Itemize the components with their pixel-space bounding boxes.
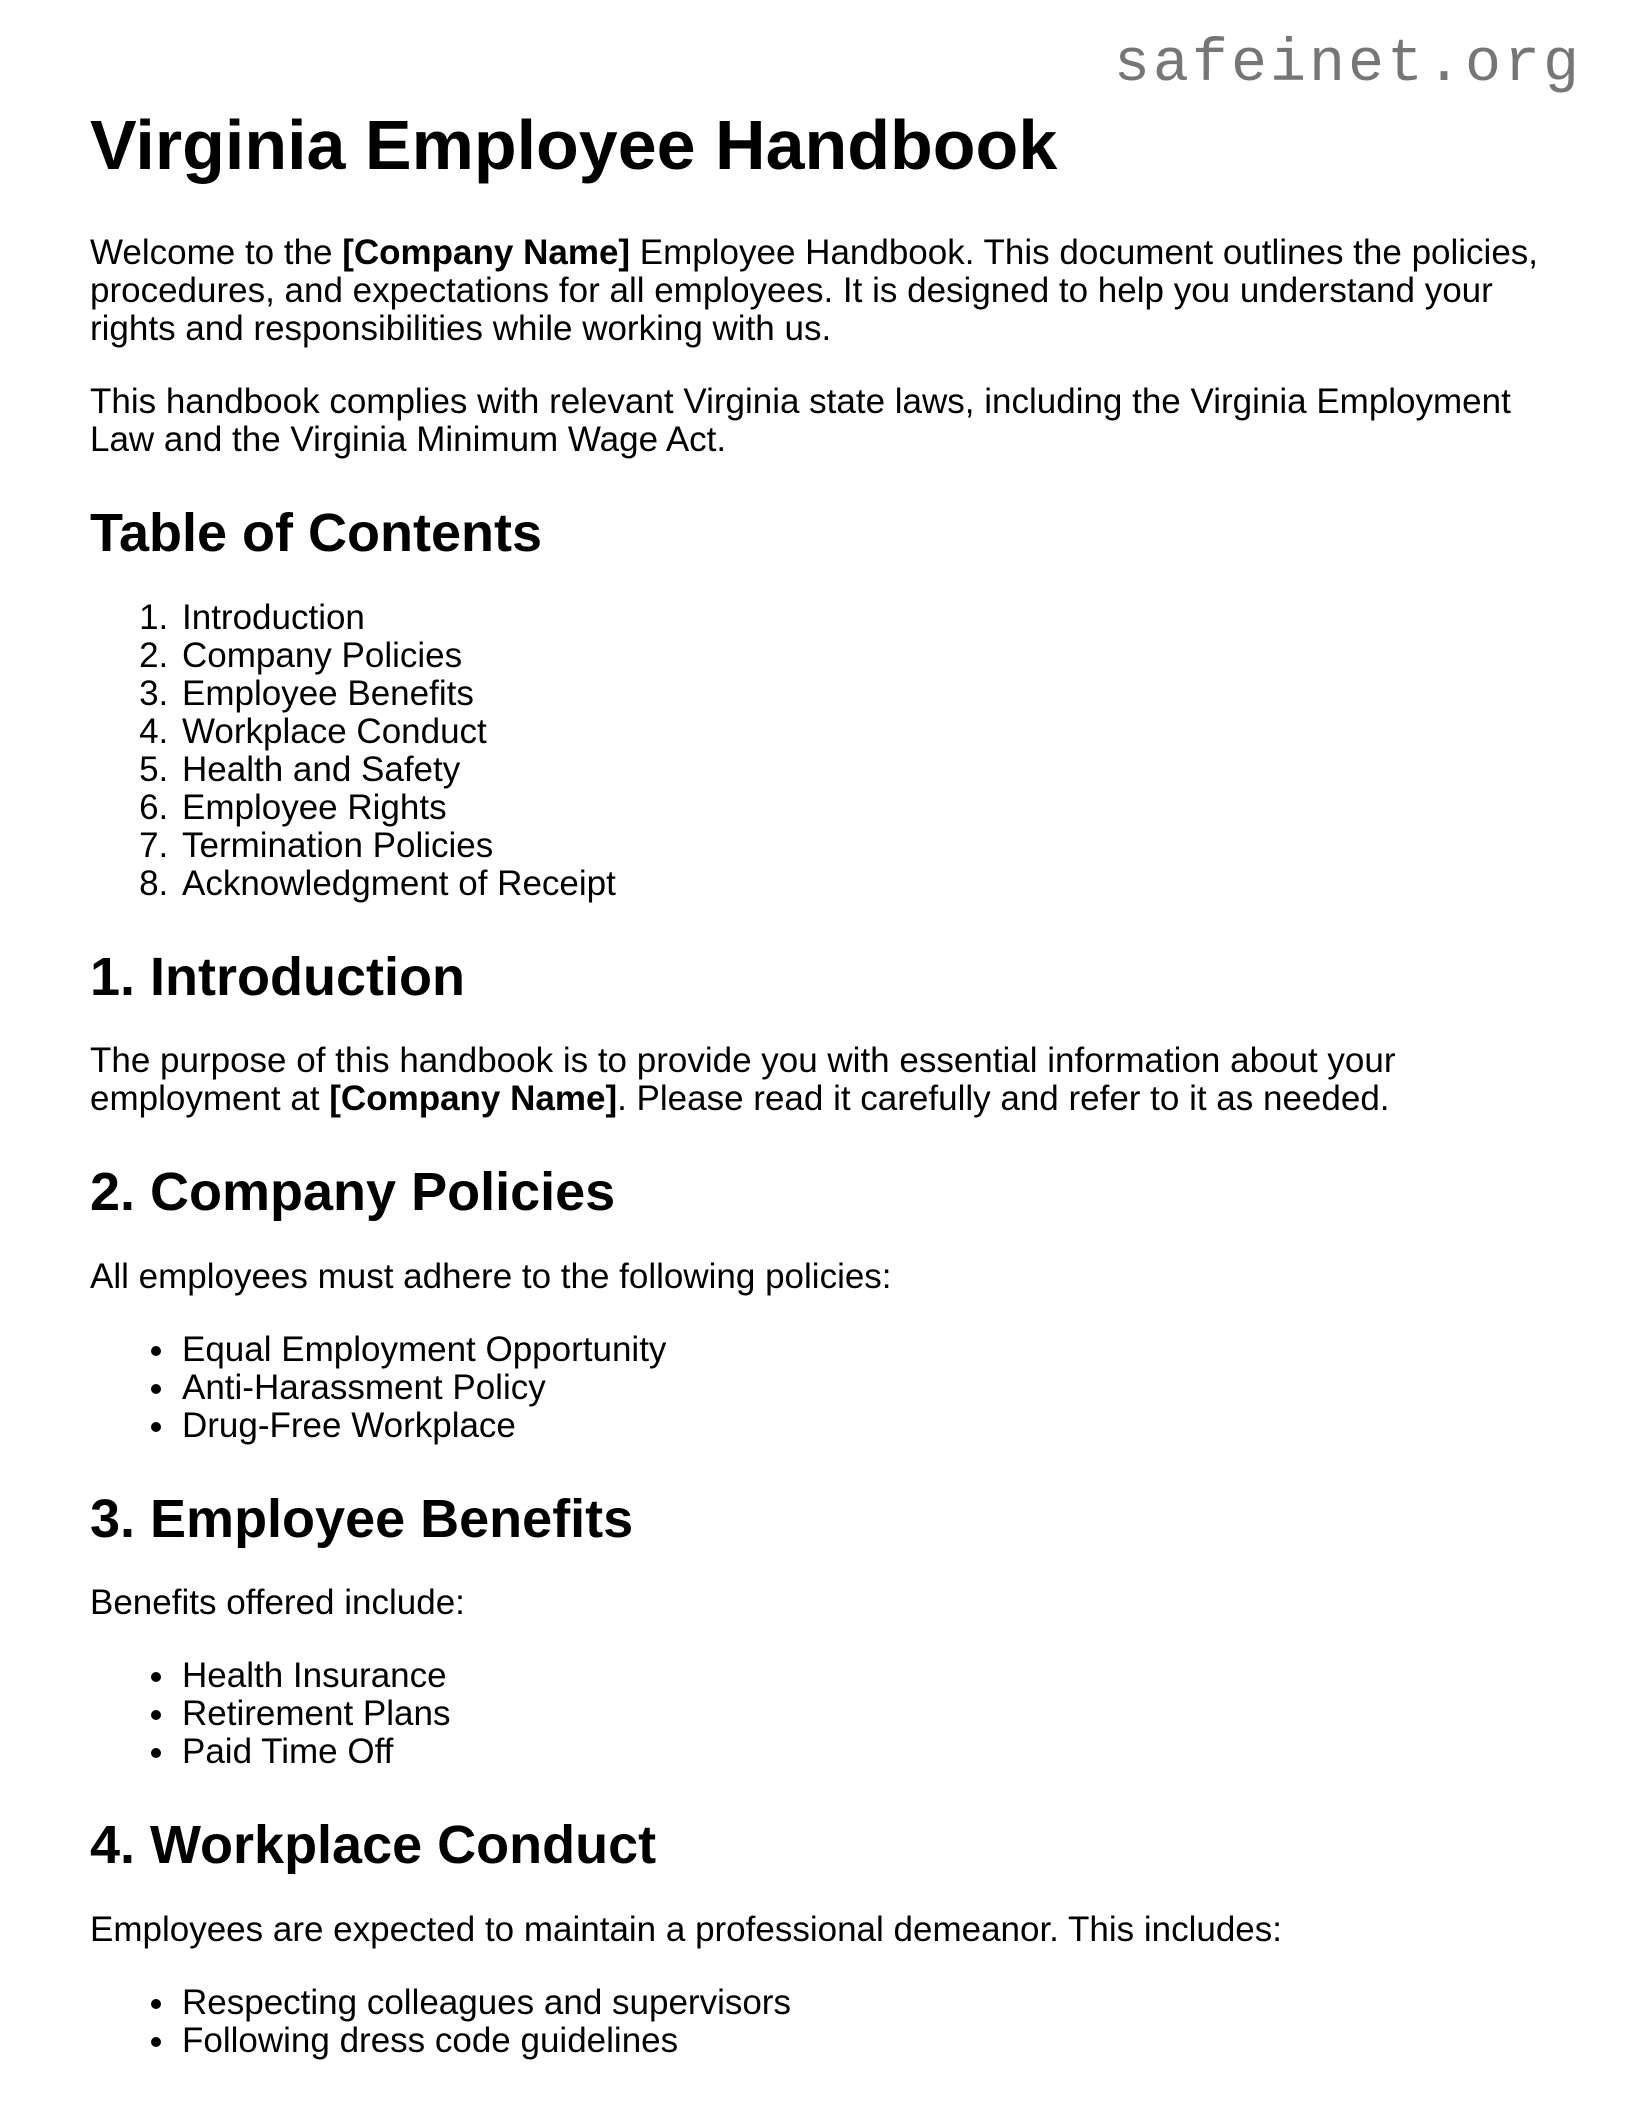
compliance-paragraph: This handbook complies with relevant Virginia state laws, including the Virginia Employment Law and the Virginia Minimum Wage Act. — [90, 382, 1511, 460]
company-name-placeholder: [Company Name] — [342, 233, 631, 273]
toc-item-company-policies: 2. Company Policies — [178, 637, 1554, 675]
section-2-heading: 2. Company Policies — [90, 1162, 616, 1223]
toc-item-introduction: 1. Introduction — [178, 599, 1554, 637]
policy-item-anti-harassment: • Anti-Harassment Policy — [178, 1369, 1554, 1407]
section-1-paragraph — [90, 1042, 1554, 1118]
intro-text-after: Employee Handbook. This document outlines the policies, procedures, and expectations for all employees. It is designed to help you understand your rights and responsibilities while working with us. — [90, 233, 1539, 349]
section-2-list — [90, 1331, 1554, 1445]
conduct-item-dress-code: • Following dress code guidelines — [178, 2022, 1554, 2060]
section-1-heading: 1. Introduction — [90, 946, 465, 1007]
section-4-heading: 4. Workplace Conduct — [90, 1815, 657, 1876]
toc-item-workplace-conduct: 4. Workplace Conduct — [178, 713, 1554, 751]
toc-heading: Table of Contents — [90, 503, 542, 564]
company-name-placeholder: [Company Name] — [329, 1079, 618, 1119]
toc-item-health-and-safety: 5. Health and Safety — [178, 751, 1554, 789]
section-4-list — [90, 1984, 1554, 2060]
section-1-text-before: The purpose of this handbook is to provide you with essential information about your employment at — [90, 1041, 1396, 1119]
policy-item-equal-employment: • Equal Employment Opportunity — [178, 1331, 1554, 1369]
section-2-paragraph: All employees must adhere to the following policies: — [90, 1256, 892, 1296]
benefit-item-health-insurance: • Health Insurance — [178, 1657, 1554, 1695]
section-1-text-after: . Please read it carefully and refer to it as needed. — [617, 1079, 1390, 1119]
benefit-item-retirement-plans: • Retirement Plans — [178, 1695, 1554, 1733]
section-4-paragraph: Employees are expected to maintain a professional demeanor. This includes: — [90, 1909, 1282, 1949]
section-3-heading: 3. Employee Benefits — [90, 1488, 634, 1549]
toc-item-acknowledgment: 8. Acknowledgment of Receipt — [178, 865, 1554, 903]
conduct-item-respecting-colleagues: • Respecting colleagues and supervisors — [178, 1984, 1554, 2022]
intro-paragraph — [90, 234, 1554, 348]
toc-list — [90, 599, 1554, 903]
section-3-paragraph: Benefits offered include: — [90, 1583, 465, 1623]
section-3-list — [90, 1657, 1554, 1771]
benefit-item-paid-time-off: • Paid Time Off — [178, 1733, 1554, 1771]
intro-text-before: Welcome to the — [90, 233, 343, 273]
toc-item-employee-benefits: 3. Employee Benefits — [178, 675, 1554, 713]
toc-item-employee-rights: 6. Employee Rights — [178, 789, 1554, 827]
page-title: Virginia Employee Handbook — [90, 106, 1058, 184]
toc-item-termination-policies: 7. Termination Policies — [178, 827, 1554, 865]
watermark-safeinet: safeinet.org — [1113, 31, 1582, 99]
policy-item-drug-free: • Drug-Free Workplace — [178, 1407, 1554, 1445]
